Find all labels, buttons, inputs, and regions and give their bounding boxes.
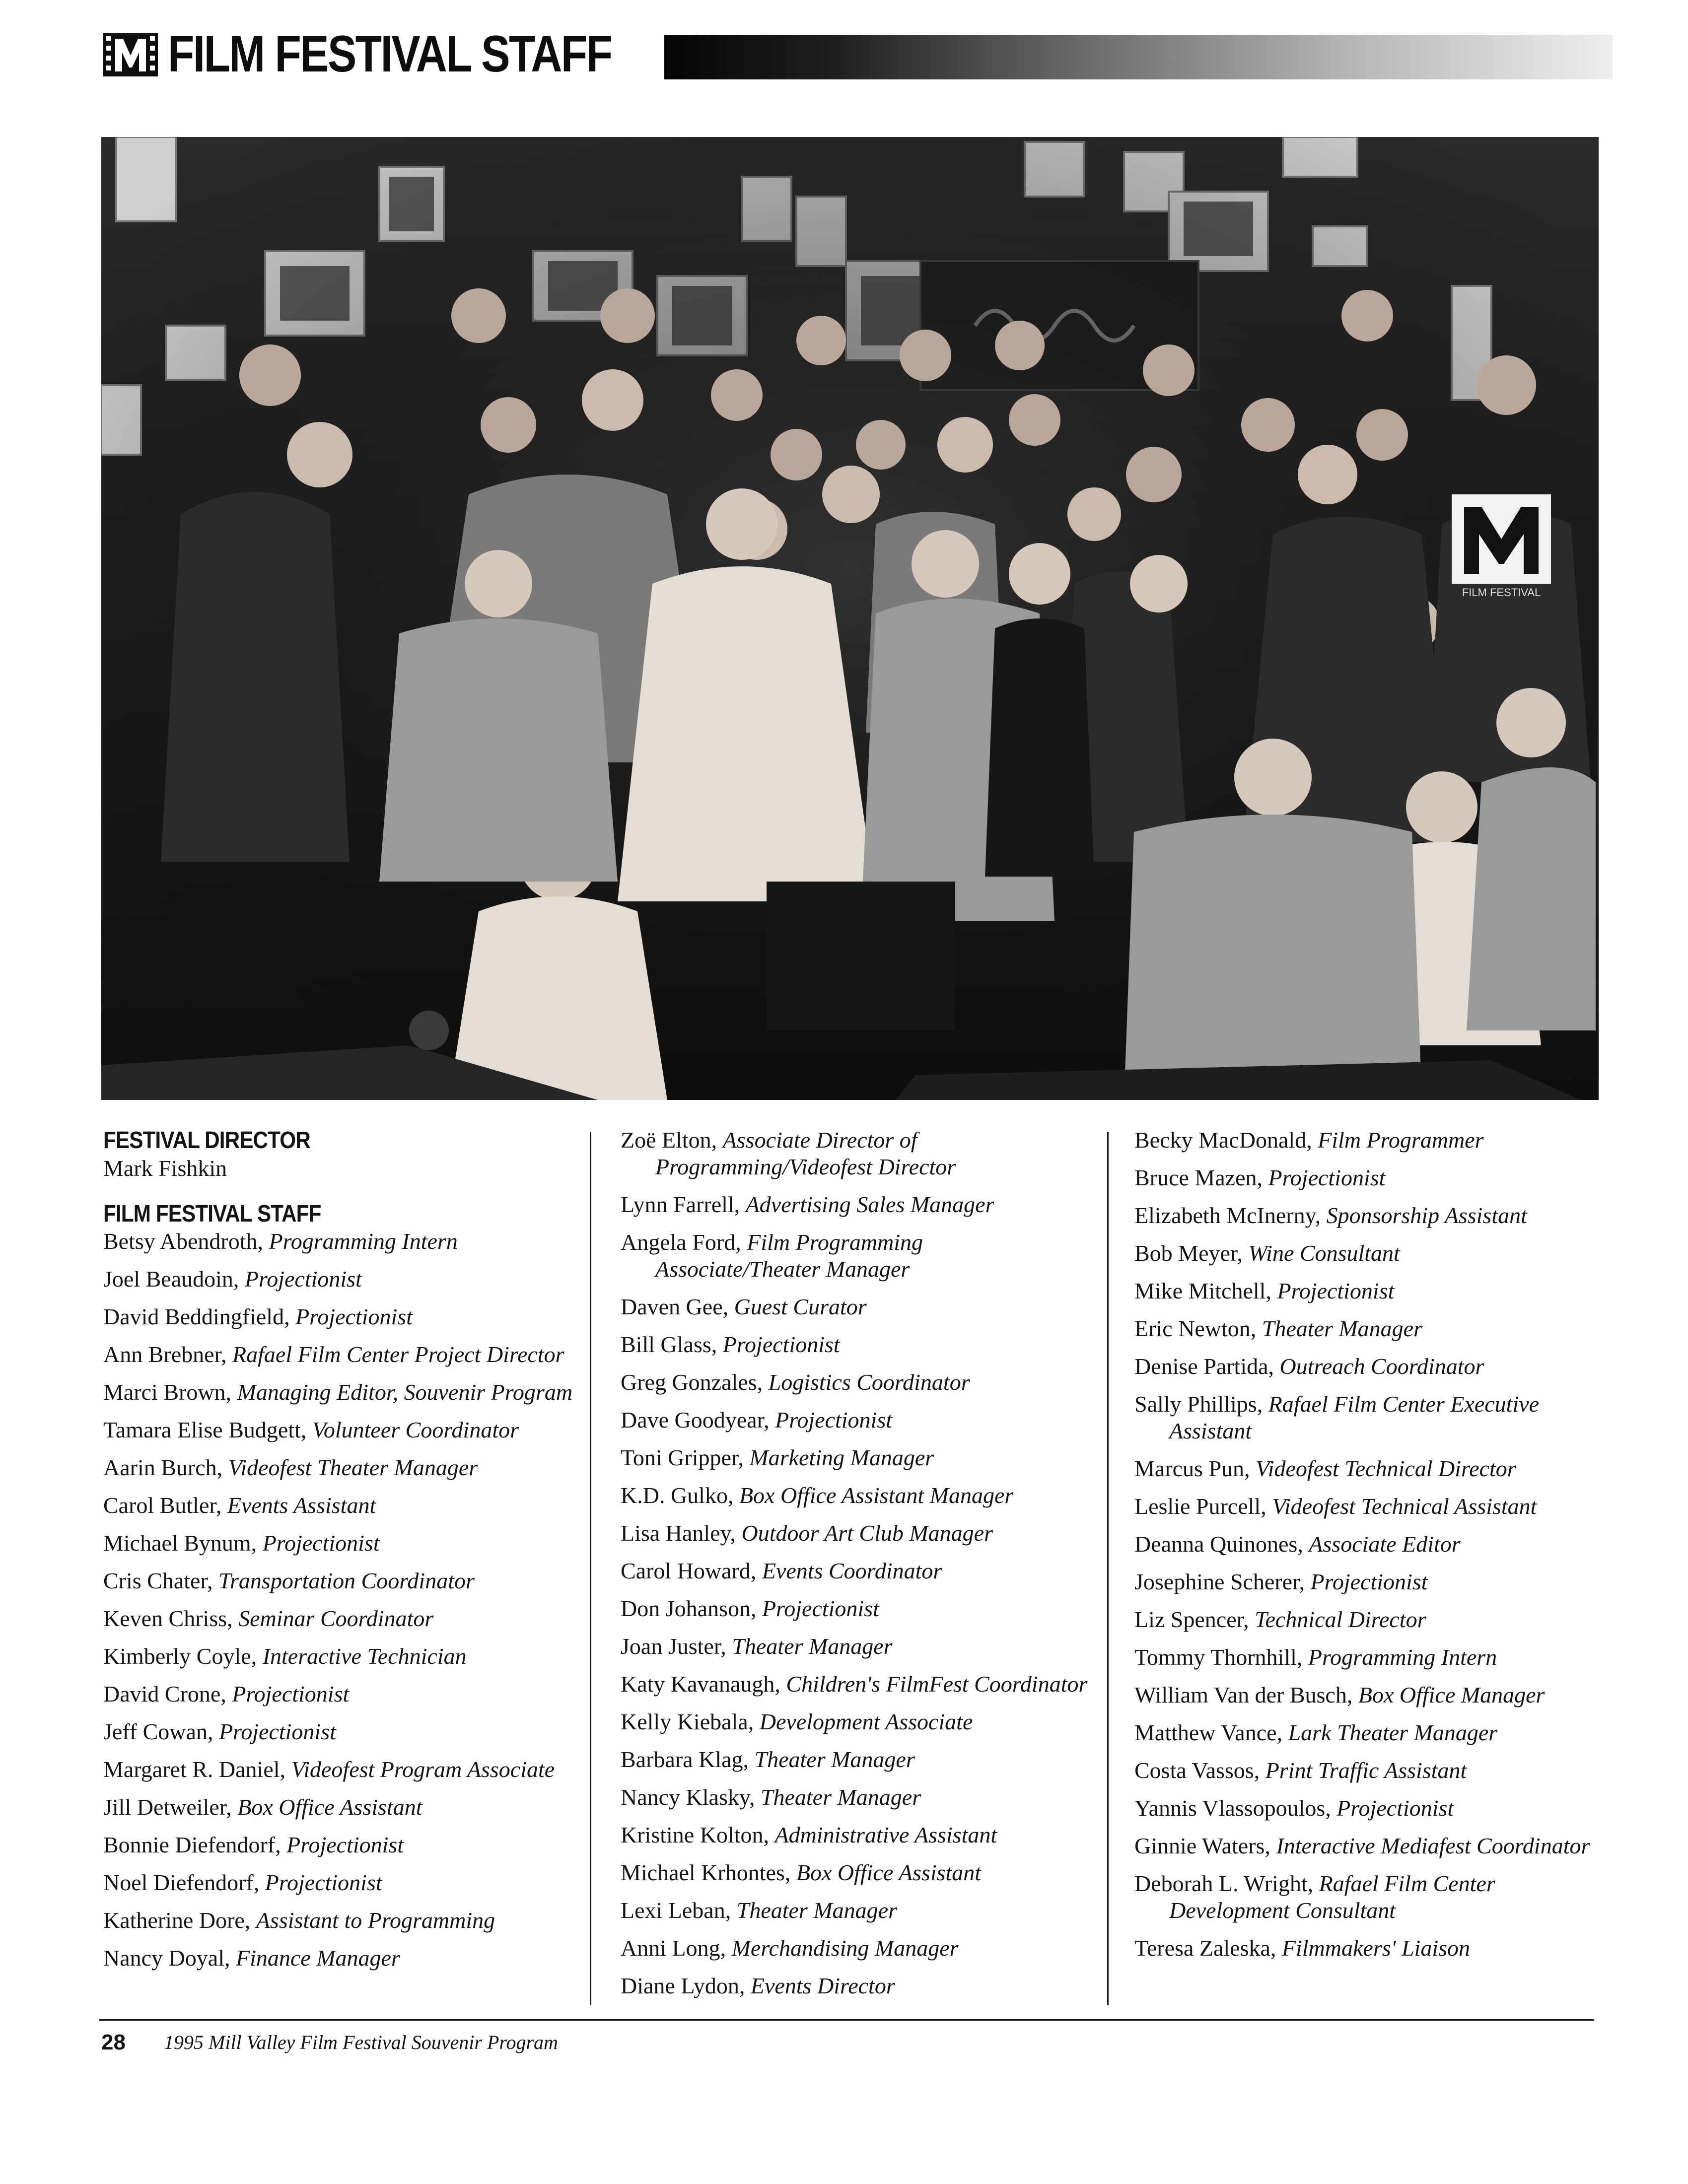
staff-role: Interactive Mediafest Coordinator — [1276, 1833, 1590, 1858]
festival-director-name: Mark Fishkin — [103, 1156, 227, 1181]
staff-name: Kristine Kolton, — [621, 1822, 769, 1847]
staff-entry — [621, 1191, 1092, 1218]
staff-name: Kelly Kiebala, — [621, 1709, 754, 1734]
staff-role: Finance Manager — [235, 1945, 400, 1971]
staff-name: Ginnie Waters, — [1134, 1833, 1270, 1858]
staff-entry — [1134, 1606, 1611, 1633]
staff-name: Katherine Dore, — [103, 1908, 251, 1933]
staff-name: Yannis Vlassopoulos, — [1134, 1795, 1331, 1821]
staff-name: Eric Newton, — [1134, 1316, 1257, 1341]
staff-role: Projectionist — [232, 1681, 350, 1706]
staff-role: Lark Theater Manager — [1288, 1720, 1498, 1745]
staff-name: Aarin Burch, — [103, 1455, 223, 1480]
staff-role: Volunteer Coordinator — [312, 1417, 519, 1442]
mvff-logo-icon — [103, 33, 158, 76]
column-divider — [1107, 1132, 1109, 2005]
staff-entry — [103, 1756, 580, 1783]
staff-role: Projectionist — [775, 1407, 893, 1433]
staff-role: Videofest Theater Manager — [228, 1455, 478, 1480]
staff-name: David Crone, — [103, 1681, 226, 1706]
staff-list-3 — [1134, 1127, 1611, 1962]
staff-role: Events Assistant — [227, 1493, 376, 1518]
staff-role: Projectionist — [295, 1304, 413, 1329]
staff-entry — [1134, 1278, 1611, 1304]
staff-name: Noel Diefendorf, — [103, 1870, 260, 1895]
staff-role: Programming Intern — [269, 1228, 458, 1254]
staff-role: Projectionist — [722, 1332, 840, 1357]
staff-list-1 — [103, 1228, 580, 1972]
staff-entry — [103, 1869, 580, 1896]
staff-entry — [1134, 1719, 1611, 1746]
staff-entry — [621, 1859, 1092, 1886]
footer-rule — [99, 2019, 1594, 2021]
staff-role: Outreach Coordinator — [1279, 1354, 1484, 1379]
staff-entry — [1134, 1353, 1611, 1380]
staff-entry — [1134, 1315, 1611, 1342]
staff-role: Sponsorship Assistant — [1326, 1203, 1527, 1228]
staff-role: Theater Manager — [754, 1747, 915, 1772]
staff-role: Logistics Coordinator — [768, 1369, 970, 1395]
staff-name: Ann Brebner, — [103, 1342, 227, 1367]
staff-role: Film Programming Associate/Theater Manager — [655, 1229, 923, 1282]
staff-entry — [621, 1369, 1092, 1396]
staff-name: Joel Beaudoin, — [103, 1266, 239, 1292]
staff-list-2 — [621, 1127, 1092, 1999]
staff-name: Dave Goodyear, — [621, 1407, 770, 1433]
staff-role: Videofest Technical Director — [1256, 1456, 1516, 1481]
staff-role: Projectionist — [1336, 1795, 1454, 1821]
staff-entry — [1134, 1870, 1611, 1924]
staff-entry — [621, 1973, 1092, 1999]
staff-role: Children's FilmFest Coordinator — [786, 1671, 1088, 1697]
staff-name: Matthew Vance, — [1134, 1720, 1283, 1745]
staff-entry — [1134, 1644, 1611, 1671]
staff-entry — [1134, 1455, 1611, 1482]
film-festival-staff-heading: FILM FESTIVAL STAFF — [103, 1201, 321, 1227]
staff-role: Administrative Assistant — [774, 1822, 997, 1847]
staff-entry — [103, 1492, 580, 1519]
staff-role: Wine Consultant — [1248, 1240, 1400, 1266]
staff-role: Marketing Manager — [749, 1445, 934, 1470]
staff-name: Carol Butler, — [103, 1493, 222, 1518]
staff-name: Tommy Thornhill, — [1134, 1644, 1303, 1670]
staff-entry — [103, 1605, 580, 1632]
staff-name: Diane Lydon, — [621, 1973, 745, 1998]
staff-column-1 — [103, 1127, 580, 1982]
staff-name: William Van der Busch, — [1134, 1682, 1353, 1707]
staff-role: Videofest Program Associate — [291, 1757, 555, 1782]
staff-entry — [621, 1822, 1092, 1848]
staff-role: Print Traffic Assistant — [1265, 1758, 1467, 1783]
staff-role: Events Director — [750, 1973, 895, 1998]
festival-director-heading: FESTIVAL DIRECTOR — [103, 1127, 310, 1154]
staff-role: Theater Manager — [760, 1784, 921, 1810]
staff-entry — [103, 1417, 580, 1443]
staff-role: Transportation Coordinator — [218, 1568, 475, 1593]
staff-role: Rafael Film Center Development Consultant — [1169, 1871, 1495, 1923]
staff-role: Advertising Sales Manager — [745, 1192, 994, 1217]
staff-name: Lynn Farrell, — [621, 1192, 740, 1217]
staff-name: Bob Meyer, — [1134, 1240, 1243, 1266]
staff-entry — [103, 1341, 580, 1368]
staff-name: Kimberly Coyle, — [103, 1643, 257, 1669]
staff-role: Assistant to Programming — [256, 1908, 495, 1933]
staff-name: Marcus Pun, — [1134, 1456, 1250, 1481]
staff-entry — [103, 1454, 580, 1481]
staff-entry — [621, 1520, 1092, 1547]
staff-column-3 — [1134, 1127, 1611, 1973]
staff-entry — [103, 1228, 580, 1255]
staff-entry — [103, 1718, 580, 1745]
staff-entry — [1134, 1682, 1611, 1708]
staff-name: Toni Gripper, — [621, 1445, 744, 1470]
staff-entry — [103, 1794, 580, 1821]
staff-role: Technical Director — [1255, 1607, 1426, 1632]
staff-entry — [621, 1558, 1092, 1584]
staff-name: Deanna Quinones, — [1134, 1531, 1303, 1557]
staff-name: K.D. Gulko, — [621, 1483, 734, 1508]
staff-role: Projectionist — [1310, 1569, 1428, 1594]
staff-role: Box Office Manager — [1358, 1682, 1545, 1707]
staff-name: Bruce Mazen, — [1134, 1165, 1263, 1190]
staff-role: Projectionist — [1268, 1165, 1386, 1190]
staff-name: Joan Juster, — [621, 1634, 726, 1659]
staff-role: Managing Editor, Souvenir Program — [237, 1379, 573, 1405]
staff-name: Don Johanson, — [621, 1596, 757, 1621]
staff-role: Guest Curator — [734, 1294, 867, 1319]
staff-entry — [621, 1935, 1092, 1962]
staff-role: Box Office Assistant — [796, 1860, 982, 1885]
staff-role: Film Programmer — [1318, 1127, 1484, 1153]
staff-role: Videofest Technical Assistant — [1272, 1494, 1537, 1519]
staff-entry — [621, 1444, 1092, 1471]
staff-role: Development Associate — [759, 1709, 973, 1734]
publication-title: 1995 Mill Valley Film Festival Souvenir Program — [164, 2031, 558, 2053]
staff-entry — [103, 1568, 580, 1594]
staff-role: Events Coordinator — [762, 1558, 942, 1583]
staff-entry — [103, 1379, 580, 1406]
staff-role: Box Office Assistant Manager — [739, 1483, 1014, 1508]
shirt-logo-text: FILM FESTIVAL — [1462, 586, 1541, 599]
title-gradient-bar — [664, 35, 1613, 79]
staff-role: Projectionist — [244, 1266, 362, 1292]
staff-entry — [1134, 1569, 1611, 1595]
staff-role: Projectionist — [1277, 1278, 1395, 1303]
staff-name: Jill Detweiler, — [103, 1794, 232, 1820]
staff-name: Anni Long, — [621, 1935, 726, 1961]
staff-entry — [621, 1708, 1092, 1735]
staff-role: Box Office Assistant — [237, 1794, 422, 1820]
staff-entry — [621, 1595, 1092, 1622]
staff-entry — [1134, 1493, 1611, 1520]
staff-name: Lisa Hanley, — [621, 1520, 736, 1546]
staff-role: Outdoor Art Club Manager — [741, 1520, 993, 1546]
staff-entry — [103, 1907, 580, 1934]
staff-entry — [621, 1482, 1092, 1509]
staff-entry — [1134, 1164, 1611, 1191]
staff-entry — [1134, 1757, 1611, 1784]
staff-name: Barbara Klag, — [621, 1747, 749, 1772]
staff-role: Projectionist — [286, 1832, 404, 1857]
staff-name: Costa Vassos, — [1134, 1758, 1260, 1783]
staff-entry — [621, 1407, 1092, 1433]
staff-entry — [103, 1681, 580, 1707]
staff-role: Interactive Technician — [262, 1643, 467, 1669]
staff-name: Angela Ford, — [621, 1229, 741, 1255]
staff-name: Bonnie Diefendorf, — [103, 1832, 281, 1857]
staff-name: Greg Gonzales, — [621, 1369, 763, 1395]
staff-role: Projectionist — [262, 1530, 380, 1556]
staff-entry — [621, 1897, 1092, 1924]
staff-name: Lexi Leban, — [621, 1898, 731, 1923]
staff-entry — [621, 1746, 1092, 1773]
staff-name: Elizabeth McInerny, — [1134, 1203, 1321, 1228]
staff-name: Zoë Elton, — [621, 1127, 717, 1153]
staff-name: Liz Spencer, — [1134, 1607, 1249, 1632]
staff-entry — [103, 1643, 580, 1670]
staff-name: Betsy Abendroth, — [103, 1228, 263, 1254]
staff-name: Michael Krhontes, — [621, 1860, 791, 1885]
page-title: FILM FESTIVAL STAFF — [168, 25, 612, 83]
staff-name: Keven Chriss, — [103, 1606, 233, 1631]
staff-role: Projectionist — [265, 1870, 382, 1895]
staff-name: David Beddingfield, — [103, 1304, 290, 1329]
shirt-logo — [1452, 494, 1551, 599]
group-photo — [101, 137, 1599, 1100]
staff-entry — [103, 1945, 580, 1972]
staff-name: Teresa Zaleska, — [1134, 1935, 1276, 1961]
staff-role: Merchandising Manager — [731, 1935, 959, 1961]
staff-entry — [1134, 1202, 1611, 1229]
staff-name: Tamara Elise Budgett, — [103, 1417, 307, 1442]
staff-entry — [621, 1671, 1092, 1698]
staff-name: Margaret R. Daniel, — [103, 1757, 286, 1782]
staff-name: Leslie Purcell, — [1134, 1494, 1266, 1519]
group-photo-illustration — [101, 137, 1599, 1100]
staff-role: Theater Manager — [1262, 1316, 1423, 1341]
staff-name: Carol Howard, — [621, 1558, 757, 1583]
staff-entry — [621, 1331, 1092, 1358]
staff-name: Becky MacDonald, — [1134, 1127, 1312, 1153]
staff-entry — [1134, 1795, 1611, 1822]
staff-entry — [103, 1266, 580, 1293]
staff-name: Sally Phillips, — [1134, 1391, 1263, 1417]
staff-entry — [1134, 1127, 1611, 1154]
staff-entry — [103, 1832, 580, 1858]
staff-name: Josephine Scherer, — [1134, 1569, 1305, 1594]
staff-role: Theater Manager — [732, 1634, 893, 1659]
staff-entry — [1134, 1531, 1611, 1558]
staff-role: Associate Director of Programming/Videofest Director — [655, 1127, 956, 1179]
staff-entry — [1134, 1240, 1611, 1267]
staff-name: Nancy Doyal, — [103, 1945, 230, 1971]
staff-role: Rafael Film Center Executive Assistant — [1169, 1391, 1540, 1443]
staff-name: Marci Brown, — [103, 1379, 232, 1405]
staff-entry — [621, 1784, 1092, 1811]
staff-name: Cris Chater, — [103, 1568, 213, 1593]
staff-name: Jeff Cowan, — [103, 1719, 213, 1744]
staff-role: Projectionist — [218, 1719, 336, 1744]
staff-name: Katy Kavanaugh, — [621, 1671, 780, 1697]
staff-entry — [103, 1303, 580, 1330]
staff-column-2 — [621, 1127, 1092, 2010]
staff-entry — [103, 1530, 580, 1557]
staff-role: Theater Manager — [736, 1898, 897, 1923]
staff-name: Denise Partida, — [1134, 1354, 1274, 1379]
staff-name: Mike Mitchell, — [1134, 1278, 1271, 1303]
staff-role: Projectionist — [762, 1596, 879, 1621]
staff-role: Associate Editor — [1309, 1531, 1461, 1557]
staff-role: Seminar Coordinator — [238, 1606, 434, 1631]
staff-entry — [621, 1294, 1092, 1320]
staff-entry — [1134, 1935, 1611, 1962]
column-divider — [590, 1132, 591, 2005]
staff-name: Bill Glass, — [621, 1332, 717, 1357]
staff-entry — [1134, 1391, 1611, 1444]
staff-role: Programming Intern — [1308, 1644, 1497, 1670]
staff-role: Rafael Film Center Project Director — [232, 1342, 564, 1367]
staff-name: Daven Gee, — [621, 1294, 729, 1319]
page-header — [103, 25, 1613, 83]
page-number: 28 — [101, 2030, 126, 2054]
staff-name: Deborah L. Wright, — [1134, 1871, 1314, 1896]
staff-entry — [621, 1633, 1092, 1660]
staff-entry — [621, 1127, 1092, 1180]
staff-entry — [1134, 1833, 1611, 1859]
staff-name: Michael Bynum, — [103, 1530, 257, 1556]
staff-role: Filmmakers' Liaison — [1281, 1935, 1471, 1961]
staff-entry — [621, 1229, 1092, 1283]
staff-name: Nancy Klasky, — [621, 1784, 755, 1810]
